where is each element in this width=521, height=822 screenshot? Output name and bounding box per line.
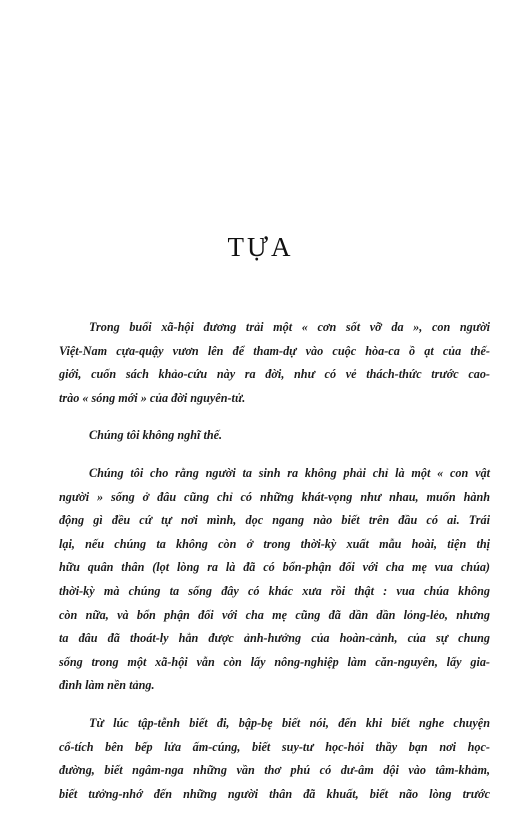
- text-line: sống trong một xã-hội vẫn còn lấy nông-nghiệp làm căn-nguyên, lấy gia-: [59, 654, 490, 669]
- text-line: biết tưởng-nhớ đến những người thân đã khuất, biết não lòng trước: [59, 786, 490, 801]
- text-line: Trong buổi xã-hội đương trải một « cơn sốt vỡ da », con người: [89, 320, 490, 334]
- text-line: ta đâu đã thoát-ly hẳn được ảnh-hưởng của hoàn-cảnh, của sự chung: [59, 631, 490, 646]
- paragraph-2: [29, 424, 490, 448]
- text-line: Việt-Nam cựa-quậy vươn lên để tham-dự vào cuộc hòa-ca ồ ạt của thế-: [59, 343, 490, 358]
- paragraph-4: [29, 712, 490, 806]
- text-line: Chúng tôi cho rằng người ta sinh ra không phải chỉ là một « con vật: [89, 465, 490, 480]
- text-line: đường, biết ngâm-nga những vần thơ phú có dư-âm dội vào tâm-khảm,: [59, 763, 490, 778]
- paragraph-1: [29, 316, 490, 410]
- text-line: Từ lúc tập-tễnh biết đi, bập-bẹ biết nói, đến khi biết nghe chuyện: [89, 715, 490, 730]
- text-line: đình làm nền tảng.: [59, 678, 155, 693]
- text-line: thời-kỳ mà chúng ta sống đây có khác xưa rồi thật : vua chúa không: [59, 583, 490, 598]
- text-line: Chúng tôi không nghĩ thế.: [89, 428, 223, 443]
- text-line: còn nữa, và bổn phận đối với cha mẹ cũng đã dần dần lỏng-lẻo, nhưng: [59, 607, 490, 622]
- text-line: hữu quân thân (lọt lòng ra là đã có bổn-phận đối với cha mẹ vua chúa): [59, 560, 490, 575]
- text-line: động gì đều cứ tự nơi mình, dọc ngang nào biết trên đầu có ai. Trái: [59, 513, 490, 528]
- text-line: giới, cuốn sách khảo-cứu này ra đời, như có vẻ thách-thức trước cao-: [59, 367, 490, 382]
- text-line: cổ-tích bên bếp lửa ấm-cúng, biết suy-tư học-hỏi thầy bạn nơi học-: [59, 739, 490, 754]
- paragraph-3: [29, 462, 490, 698]
- text-line: người » sống ở đâu cũng chỉ có những khát-vọng như nhau, muốn hành: [59, 489, 490, 504]
- text-line: trào « sóng mới » của đời nguyên-tử.: [59, 390, 246, 405]
- page-title: TỰA: [227, 232, 294, 262]
- preface-body: [29, 316, 490, 820]
- text-line: lại, nếu chúng ta không còn ở trong thời-kỳ xuất mẫu hoài, tiện thị: [59, 536, 490, 551]
